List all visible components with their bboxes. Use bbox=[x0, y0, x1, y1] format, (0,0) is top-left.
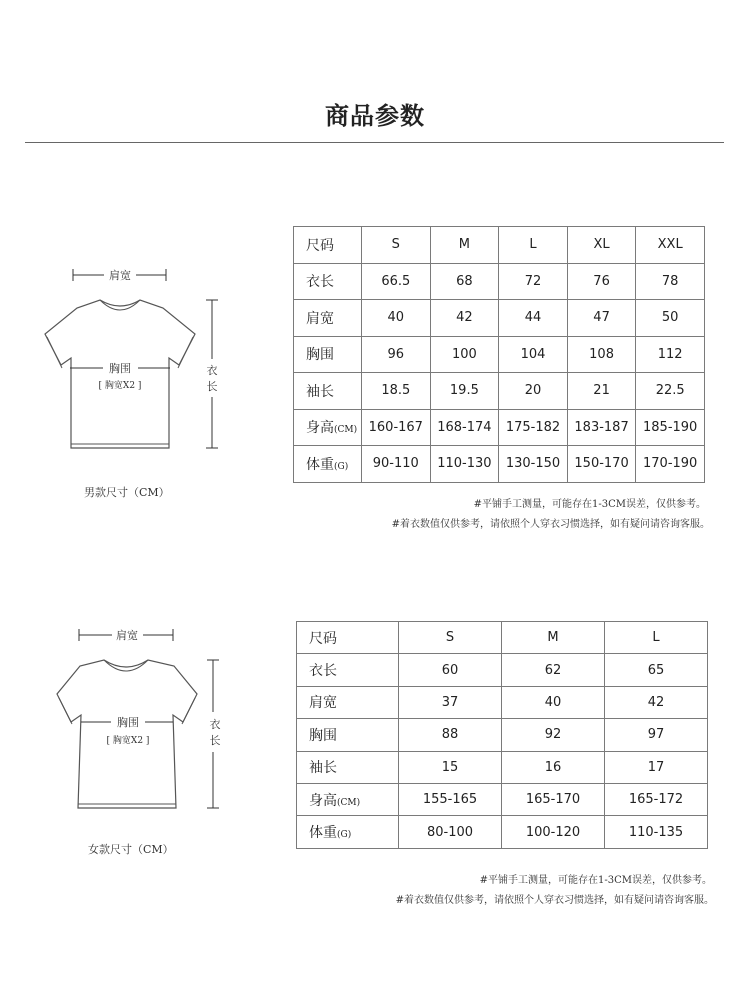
women-table-cell: 92 bbox=[502, 719, 605, 751]
men-length-label-2: 长 bbox=[206, 380, 218, 393]
men-note-1: #平铺手工测量，可能存在1-3CM误差，仅供参考。 bbox=[473, 499, 706, 510]
men-table-cell: 68 bbox=[430, 263, 499, 300]
men-table-cell: 130-150 bbox=[499, 446, 568, 483]
women-shoulder-label: 肩宽 bbox=[116, 629, 138, 642]
women-table-cell: 60 bbox=[399, 654, 502, 686]
women-table-cell: 37 bbox=[399, 686, 502, 718]
row-label-text: 肩宽 bbox=[306, 310, 334, 327]
women-note-2: #着衣数值仅供参考，请依照个人穿衣习惯选择，如有疑问请咨询客服。 bbox=[395, 895, 714, 906]
men-table-cell: 150-170 bbox=[567, 446, 636, 483]
men-row-label bbox=[294, 300, 362, 337]
men-table-cell: 47 bbox=[567, 300, 636, 337]
women-row-label bbox=[297, 783, 399, 815]
men-table-cell: 18.5 bbox=[362, 373, 431, 410]
row-label-text: 胸围 bbox=[306, 347, 334, 364]
men-table-cell: 183-187 bbox=[567, 409, 636, 446]
men-table-cell: 42 bbox=[430, 300, 499, 337]
men-table-cell: 108 bbox=[567, 336, 636, 373]
men-table-row bbox=[294, 373, 705, 410]
men-table-row bbox=[294, 263, 705, 300]
men-note-2: #着衣数值仅供参考，请依照个人穿衣习惯选择，如有疑问请咨询客服。 bbox=[391, 519, 710, 530]
men-chest-note: [ 胸宽X2 ] bbox=[98, 381, 142, 391]
men-table-cell: M bbox=[430, 227, 499, 264]
women-table-cell: 110-135 bbox=[605, 816, 708, 848]
men-table-cell: 76 bbox=[567, 263, 636, 300]
row-unit-text: (CM) bbox=[334, 425, 358, 436]
women-table-row bbox=[297, 719, 708, 751]
men-table-cell: 104 bbox=[499, 336, 568, 373]
women-table-cell: S bbox=[399, 622, 502, 654]
women-row-label bbox=[297, 816, 399, 848]
men-table-row bbox=[294, 227, 705, 264]
men-table-cell: 90-110 bbox=[362, 446, 431, 483]
page-title: 商品参数 bbox=[325, 102, 425, 130]
women-table-cell: 80-100 bbox=[399, 816, 502, 848]
men-table-cell: S bbox=[362, 227, 431, 264]
women-table-cell: 88 bbox=[399, 719, 502, 751]
women-row-label bbox=[297, 622, 399, 654]
women-chest-note: [ 胸宽X2 ] bbox=[106, 736, 150, 746]
men-table-cell: 175-182 bbox=[499, 409, 568, 446]
men-size-table bbox=[293, 226, 705, 483]
row-label-text: 尺码 bbox=[306, 237, 334, 254]
men-table-cell: 72 bbox=[499, 263, 568, 300]
men-table-cell: XL bbox=[567, 227, 636, 264]
women-row-label bbox=[297, 654, 399, 686]
row-label-text: 身高 bbox=[309, 792, 337, 809]
men-table-row bbox=[294, 446, 705, 483]
row-label-text: 袖长 bbox=[306, 383, 334, 400]
men-table-row bbox=[294, 300, 705, 337]
men-table-cell: 22.5 bbox=[636, 373, 705, 410]
women-table-row bbox=[297, 622, 708, 654]
women-size-table bbox=[296, 621, 708, 849]
men-table-cell: 170-190 bbox=[636, 446, 705, 483]
men-table-cell: XXL bbox=[636, 227, 705, 264]
men-table-cell: 40 bbox=[362, 300, 431, 337]
men-table-cell: 168-174 bbox=[430, 409, 499, 446]
men-table-cell: 100 bbox=[430, 336, 499, 373]
men-length-label-1: 衣 bbox=[206, 364, 218, 377]
men-table-cell: 44 bbox=[499, 300, 568, 337]
men-table-cell: 50 bbox=[636, 300, 705, 337]
women-table-cell: 17 bbox=[605, 751, 708, 783]
men-caption: 男款尺寸（CM） bbox=[84, 486, 170, 499]
row-unit-text: (G) bbox=[334, 461, 349, 472]
men-table-row bbox=[294, 336, 705, 373]
women-table-row bbox=[297, 751, 708, 783]
row-label-text: 衣长 bbox=[309, 663, 337, 680]
women-row-label bbox=[297, 686, 399, 718]
men-table-cell: 20 bbox=[499, 373, 568, 410]
row-label-text: 身高 bbox=[306, 420, 334, 437]
row-label-text: 体重 bbox=[309, 825, 337, 842]
row-label-text: 尺码 bbox=[309, 630, 337, 647]
women-table-cell: 40 bbox=[502, 686, 605, 718]
women-table-cell: M bbox=[502, 622, 605, 654]
women-table-cell: 165-172 bbox=[605, 783, 708, 815]
women-tshirt-diagram bbox=[36, 622, 236, 822]
row-unit-text: (CM) bbox=[337, 797, 361, 808]
men-row-label bbox=[294, 446, 362, 483]
women-length-label-2: 长 bbox=[209, 734, 221, 747]
title-divider bbox=[25, 142, 724, 143]
women-table-cell: 16 bbox=[502, 751, 605, 783]
men-row-label bbox=[294, 263, 362, 300]
women-table-cell: 65 bbox=[605, 654, 708, 686]
men-shoulder-label: 肩宽 bbox=[109, 269, 131, 282]
women-table-row bbox=[297, 816, 708, 848]
women-table-cell: 165-170 bbox=[502, 783, 605, 815]
women-table-cell: 15 bbox=[399, 751, 502, 783]
men-row-label bbox=[294, 409, 362, 446]
women-table-cell: 97 bbox=[605, 719, 708, 751]
women-caption: 女款尺寸（CM） bbox=[88, 843, 174, 856]
women-row-label bbox=[297, 751, 399, 783]
men-row-label bbox=[294, 373, 362, 410]
women-table-row bbox=[297, 654, 708, 686]
men-table-cell: 160-167 bbox=[362, 409, 431, 446]
row-label-text: 肩宽 bbox=[309, 695, 337, 712]
men-tshirt-diagram bbox=[30, 262, 230, 462]
women-length-label-1: 衣 bbox=[209, 718, 221, 731]
women-table-cell: 62 bbox=[502, 654, 605, 686]
women-table-cell: 42 bbox=[605, 686, 708, 718]
men-table-cell: 185-190 bbox=[636, 409, 705, 446]
row-label-text: 胸围 bbox=[309, 727, 337, 744]
men-table-cell: L bbox=[499, 227, 568, 264]
women-tshirt-icon bbox=[57, 660, 197, 808]
women-chest-label: 胸围 bbox=[117, 716, 139, 729]
row-label-text: 体重 bbox=[306, 456, 334, 473]
men-table-cell: 78 bbox=[636, 263, 705, 300]
women-table-cell: 100-120 bbox=[502, 816, 605, 848]
women-table-row bbox=[297, 783, 708, 815]
men-table-cell: 112 bbox=[636, 336, 705, 373]
men-table-row bbox=[294, 409, 705, 446]
row-label-text: 衣长 bbox=[306, 274, 334, 291]
women-note-1: #平铺手工测量，可能存在1-3CM误差，仅供参考。 bbox=[479, 875, 712, 886]
men-row-label bbox=[294, 336, 362, 373]
men-table-cell: 66.5 bbox=[362, 263, 431, 300]
women-row-label bbox=[297, 719, 399, 751]
row-label-text: 袖长 bbox=[309, 760, 337, 777]
row-unit-text: (G) bbox=[337, 830, 352, 841]
women-table-cell: 155-165 bbox=[399, 783, 502, 815]
women-table-row bbox=[297, 686, 708, 718]
men-row-label bbox=[294, 227, 362, 264]
men-table-cell: 96 bbox=[362, 336, 431, 373]
men-table-cell: 19.5 bbox=[430, 373, 499, 410]
men-chest-label: 胸围 bbox=[109, 362, 131, 375]
men-table-cell: 110-130 bbox=[430, 446, 499, 483]
women-table-cell: L bbox=[605, 622, 708, 654]
men-table-cell: 21 bbox=[567, 373, 636, 410]
